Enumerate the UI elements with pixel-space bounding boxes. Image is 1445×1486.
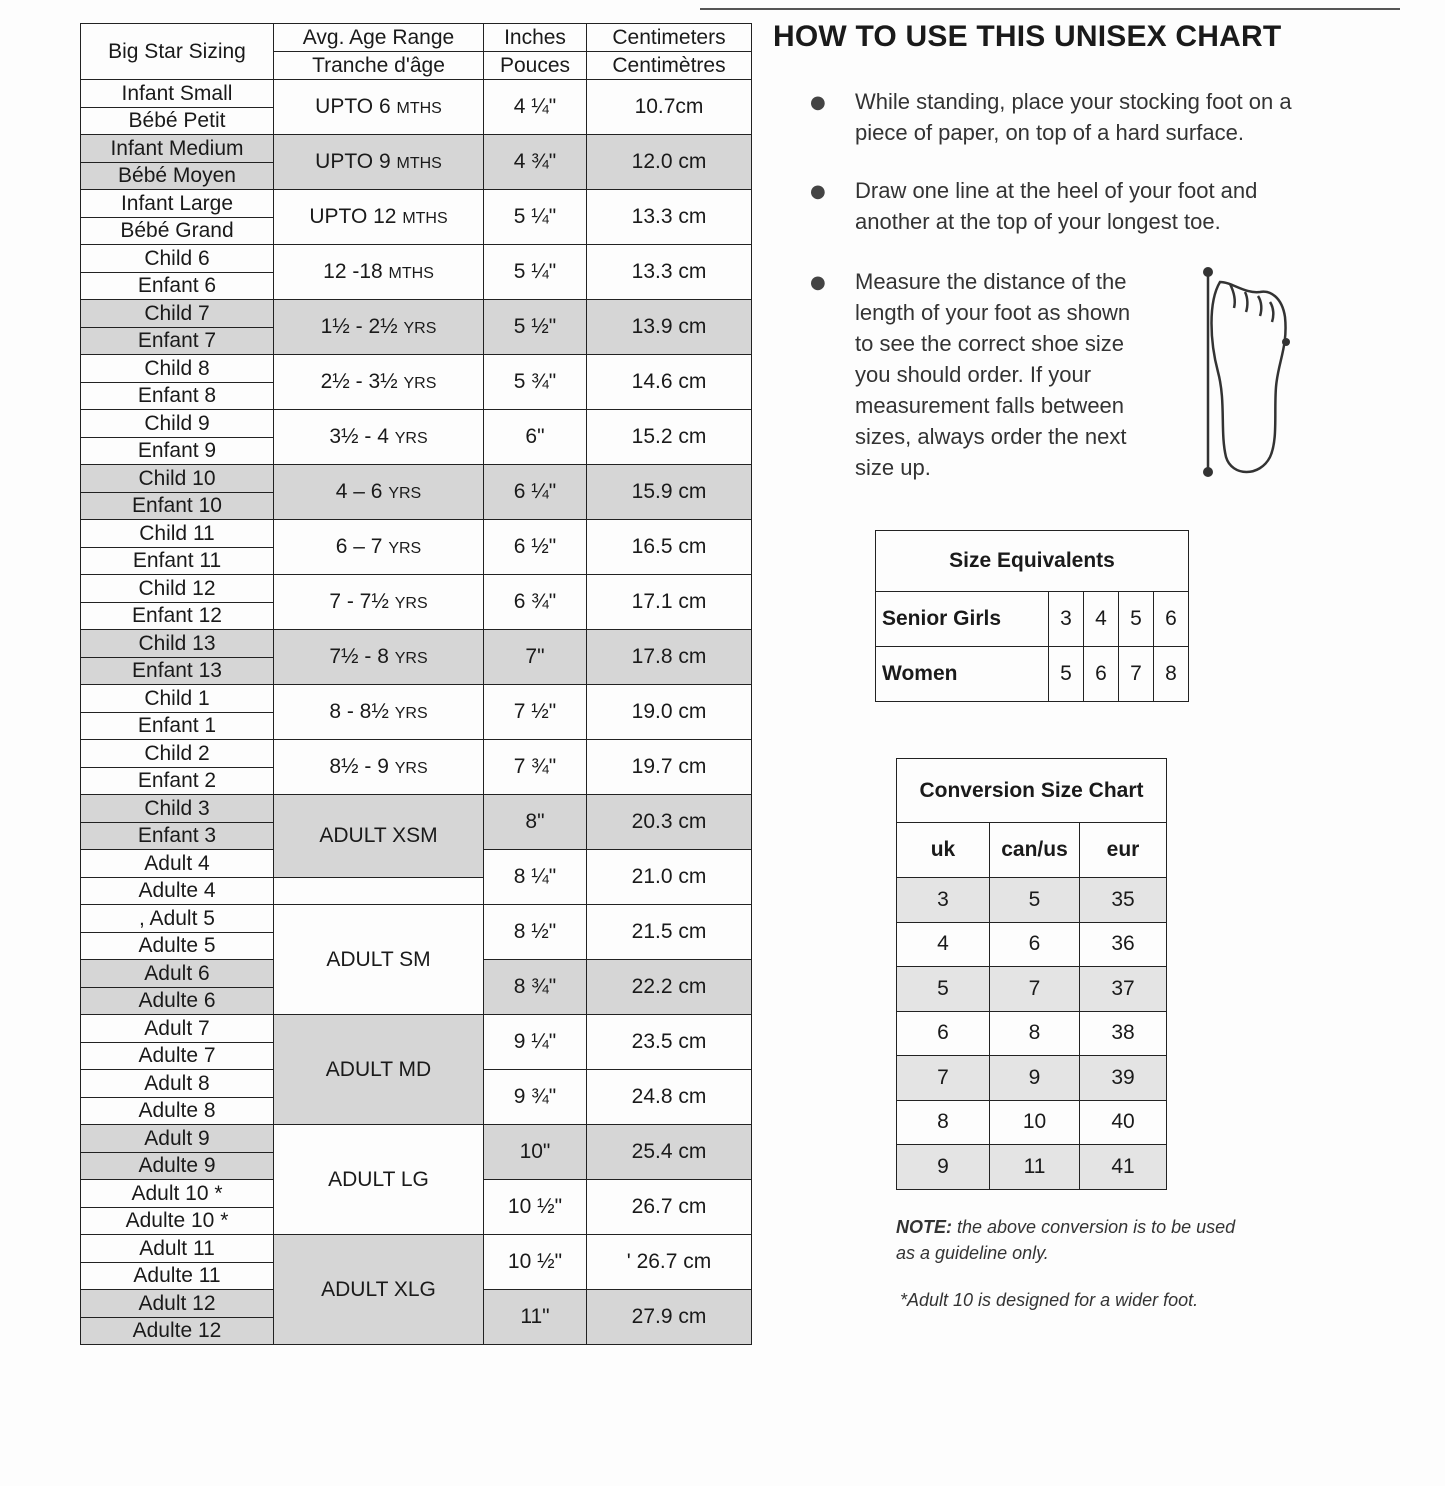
women-size: 8 <box>1154 647 1189 702</box>
size-name-en: Child 10 <box>81 465 274 493</box>
inches-value: 7 ½" <box>484 685 587 740</box>
age-unit: MTHS <box>396 100 442 117</box>
bullet-dot: ● <box>810 181 826 202</box>
age-unit: YRS <box>388 485 422 502</box>
size-name-fr: Enfant 11 <box>81 547 274 575</box>
adult-size-group: ADULT XSM <box>274 795 484 878</box>
size-name-en: Child 2 <box>81 740 274 768</box>
adult-size-group: ADULT XLG <box>274 1235 484 1345</box>
size-name-fr: Adulte 6 <box>81 987 274 1015</box>
conversion-size-chart <box>896 758 1167 1190</box>
size-name-en: Child 1 <box>81 685 274 713</box>
conversion-eur: 36 <box>1080 922 1167 967</box>
table-row <box>81 630 752 658</box>
size-name-en: Infant Medium <box>81 135 274 163</box>
instruction-3-line: measurement falls between <box>855 393 1125 418</box>
conversion-canus: 5 <box>990 878 1080 923</box>
centimeters-value: 21.0 cm <box>587 850 752 905</box>
table-row <box>81 1015 752 1043</box>
age-unit: YRS <box>394 595 428 612</box>
centimeters-value: 13.9 cm <box>587 300 752 355</box>
inches-value: 6 ¼" <box>484 465 587 520</box>
senior-size: 4 <box>1084 592 1119 647</box>
centimeters-value: 16.5 cm <box>587 520 752 575</box>
inches-value: 9 ¼" <box>484 1015 587 1070</box>
size-name-en: Adult 6 <box>81 960 274 988</box>
centimeters-value: ' 26.7 cm <box>587 1235 752 1290</box>
conversion-uk: 6 <box>897 1011 990 1056</box>
note-label: NOTE: <box>896 1217 952 1237</box>
centimeters-value: 15.2 cm <box>587 410 752 465</box>
conversion-canus: 9 <box>990 1056 1080 1101</box>
size-name-en: Infant Small <box>81 80 274 108</box>
age-value: 12 -18 <box>323 260 383 283</box>
instruction-3-line: you should order. If your <box>855 362 1092 387</box>
conversion-uk: 7 <box>897 1056 990 1101</box>
instruction-3-line: sizes, always order the next <box>855 424 1127 449</box>
size-name-fr: Adulte 10 * <box>81 1207 274 1235</box>
inches-value: 8 ¾" <box>484 960 587 1015</box>
table-row <box>897 1100 1167 1145</box>
size-name-en: Child 13 <box>81 630 274 658</box>
conversion-eur: 35 <box>1080 878 1167 923</box>
table-row <box>81 685 752 713</box>
age-value: 3½ - 4 <box>329 425 389 448</box>
centimeters-value: 15.9 cm <box>587 465 752 520</box>
age-unit: YRS <box>403 320 437 337</box>
centimeters-value: 21.5 cm <box>587 905 752 960</box>
size-name-fr: Enfant 13 <box>81 657 274 685</box>
women-size: 6 <box>1084 647 1119 702</box>
inches-value: 6 ¾" <box>484 575 587 630</box>
table-row <box>81 575 752 603</box>
size-name-fr: Adulte 8 <box>81 1097 274 1125</box>
women-size: 7 <box>1119 647 1154 702</box>
top-rule <box>700 8 1400 10</box>
header-cm-fr: Centimètres <box>587 52 752 80</box>
table-row <box>81 905 752 933</box>
centimeters-value: 19.0 cm <box>587 685 752 740</box>
size-name-en: Child 3 <box>81 795 274 823</box>
inches-value: 8 ¼" <box>484 850 587 905</box>
size-name-en: Child 9 <box>81 410 274 438</box>
instruction-2-line: Draw one line at the heel of your foot and <box>855 178 1258 203</box>
centimeters-value: 22.2 cm <box>587 960 752 1015</box>
centimeters-value: 19.7 cm <box>587 740 752 795</box>
header-inches-fr: Pouces <box>484 52 587 80</box>
inches-value: 5 ½" <box>484 300 587 355</box>
sizing-table <box>80 23 752 1345</box>
header-age-fr: Tranche d'âge <box>274 52 484 80</box>
size-name-en: Infant Large <box>81 190 274 218</box>
size-name-fr: Enfant 12 <box>81 602 274 630</box>
instruction-2-line: another at the top of your longest toe. <box>855 209 1221 234</box>
centimeters-value: 17.1 cm <box>587 575 752 630</box>
conversion-eur: 37 <box>1080 967 1167 1012</box>
conversion-eur: 39 <box>1080 1056 1167 1101</box>
age-range <box>274 740 484 795</box>
conversion-canus: 7 <box>990 967 1080 1012</box>
inches-value: 7 ¾" <box>484 740 587 795</box>
centimeters-value: 17.8 cm <box>587 630 752 685</box>
instruction-1 <box>855 86 1292 148</box>
age-range <box>274 80 484 135</box>
inches-value: 5 ¼" <box>484 190 587 245</box>
centimeters-value: 14.6 cm <box>587 355 752 410</box>
adult-size-group: ADULT MD <box>274 1015 484 1125</box>
age-range <box>274 465 484 520</box>
size-name-fr: Adulte 7 <box>81 1042 274 1070</box>
table-row <box>81 795 752 823</box>
conversion-canus: 10 <box>990 1100 1080 1145</box>
instruction-2 <box>855 175 1257 237</box>
age-range <box>274 245 484 300</box>
age-range <box>274 685 484 740</box>
instruction-1-line: piece of paper, on top of a hard surface. <box>855 120 1244 145</box>
size-name-fr: Bébé Grand <box>81 217 274 245</box>
centimeters-value: 23.5 cm <box>587 1015 752 1070</box>
inches-value: 10 ½" <box>484 1180 587 1235</box>
women-label: Women <box>876 647 1049 702</box>
inches-value: 6" <box>484 410 587 465</box>
instruction-3-line: to see the correct shoe size <box>855 331 1125 356</box>
age-value: 8 - 8½ <box>329 700 389 723</box>
age-value: 8½ - 9 <box>329 755 389 778</box>
size-name-en: Adult 8 <box>81 1070 274 1098</box>
instruction-3-line: size up. <box>855 455 931 480</box>
age-value: UPTO 6 <box>315 95 391 118</box>
senior-girls-label: Senior Girls <box>876 592 1049 647</box>
size-name-fr: Adulte 11 <box>81 1262 274 1290</box>
conversion-eur: 38 <box>1080 1011 1167 1056</box>
size-name-fr: Enfant 1 <box>81 712 274 740</box>
age-range <box>274 630 484 685</box>
size-name-fr: Bébé Moyen <box>81 162 274 190</box>
age-unit: YRS <box>394 650 428 667</box>
table-row <box>81 355 752 383</box>
age-unit: YRS <box>394 760 428 777</box>
centimeters-value: 10.7cm <box>587 80 752 135</box>
bullet-dot: ● <box>810 92 826 113</box>
size-name-fr: Enfant 6 <box>81 272 274 300</box>
chart-title: HOW TO USE THIS UNISEX CHART <box>773 20 1282 53</box>
senior-size: 5 <box>1119 592 1154 647</box>
conversion-header-uk: uk <box>897 823 990 878</box>
size-name-fr: Adulte 4 <box>81 877 274 905</box>
size-name-fr: Adulte 5 <box>81 932 274 960</box>
age-range <box>274 355 484 410</box>
conversion-header-canus: can/us <box>990 823 1080 878</box>
adult-size-group: ADULT SM <box>274 905 484 1015</box>
age-range <box>274 135 484 190</box>
conversion-canus: 6 <box>990 922 1080 967</box>
table-row <box>81 300 752 328</box>
conversion-title: Conversion Size Chart <box>897 759 1167 823</box>
conversion-eur: 40 <box>1080 1100 1167 1145</box>
age-range <box>274 190 484 245</box>
size-name-fr: Adulte 9 <box>81 1152 274 1180</box>
age-range <box>274 520 484 575</box>
note-line-2: as a guideline only. <box>896 1243 1049 1263</box>
adult-10-note: *Adult 10 is designed for a wider foot. <box>900 1290 1199 1310</box>
size-name-en: Child 6 <box>81 245 274 273</box>
table-row <box>81 190 752 218</box>
table-row <box>81 1235 752 1263</box>
age-unit: MTHS <box>388 265 434 282</box>
inches-value: 5 ¾" <box>484 355 587 410</box>
size-name-fr: Enfant 7 <box>81 327 274 355</box>
instruction-3-line: length of your foot as shown <box>855 300 1131 325</box>
conversion-uk: 3 <box>897 878 990 923</box>
age-unit: MTHS <box>396 155 442 172</box>
instruction-1-line: While standing, place your stocking foot on a <box>855 89 1292 114</box>
size-name-fr: Adulte 12 <box>81 1317 274 1345</box>
age-value: 7½ - 8 <box>329 645 389 668</box>
conversion-canus: 11 <box>990 1145 1080 1190</box>
table-row <box>81 135 752 163</box>
size-name-en: Child 7 <box>81 300 274 328</box>
header-big-star-sizing: Big Star Sizing <box>81 24 274 80</box>
age-value: UPTO 12 <box>309 205 397 228</box>
table-row <box>897 967 1167 1012</box>
age-value: 4 – 6 <box>335 480 383 503</box>
instruction-3-line: Measure the distance of the <box>855 269 1127 294</box>
header-cm-en: Centimeters <box>587 24 752 52</box>
table-row <box>81 80 752 108</box>
age-range <box>274 575 484 630</box>
conversion-eur: 41 <box>1080 1145 1167 1190</box>
conversion-canus: 8 <box>990 1011 1080 1056</box>
inches-value: 9 ¾" <box>484 1070 587 1125</box>
table-row <box>897 922 1167 967</box>
heel-marker-top <box>1203 267 1213 277</box>
centimeters-value: 24.8 cm <box>587 1070 752 1125</box>
size-name-fr: Enfant 10 <box>81 492 274 520</box>
bullet-dot: ● <box>810 272 826 293</box>
foot-outline-icon <box>1190 262 1295 482</box>
age-value: 7 - 7½ <box>329 590 389 613</box>
size-name-fr: Enfant 9 <box>81 437 274 465</box>
size-equivalents-title: Size Equivalents <box>876 531 1189 592</box>
table-row <box>897 878 1167 923</box>
inches-value: 5 ¼" <box>484 245 587 300</box>
women-size: 5 <box>1049 647 1084 702</box>
inches-value: 11" <box>484 1290 587 1345</box>
senior-size: 6 <box>1154 592 1189 647</box>
inches-value: 8" <box>484 795 587 850</box>
age-unit: YRS <box>388 540 422 557</box>
age-value: UPTO 9 <box>315 150 391 173</box>
table-row <box>81 740 752 768</box>
table-row <box>897 1011 1167 1056</box>
size-name-en: Adult 11 <box>81 1235 274 1263</box>
age-value: 2½ - 3½ <box>320 370 398 393</box>
size-name-en: Child 12 <box>81 575 274 603</box>
conversion-note <box>896 1214 1296 1266</box>
inches-value: 10" <box>484 1125 587 1180</box>
header-age-en: Avg. Age Range <box>274 24 484 52</box>
centimeters-value: 26.7 cm <box>587 1180 752 1235</box>
age-range <box>274 410 484 465</box>
inches-value: 8 ½" <box>484 905 587 960</box>
age-unit: YRS <box>403 375 437 392</box>
inches-value: 4 ¾" <box>484 135 587 190</box>
age-value: 1½ - 2½ <box>320 315 398 338</box>
inches-value: 10 ½" <box>484 1235 587 1290</box>
age-unit: YRS <box>394 430 428 447</box>
instruction-3 <box>855 266 1130 483</box>
conversion-uk: 5 <box>897 967 990 1012</box>
centimeters-value: 13.3 cm <box>587 190 752 245</box>
centimeters-value: 25.4 cm <box>587 1125 752 1180</box>
size-name-fr: Enfant 2 <box>81 767 274 795</box>
table-row <box>897 1145 1167 1190</box>
age-value: 6 – 7 <box>335 535 383 558</box>
size-name-fr: Enfant 3 <box>81 822 274 850</box>
size-name-en: Adult 10 * <box>81 1180 274 1208</box>
size-name-fr: Bébé Petit <box>81 107 274 135</box>
size-name-en: Adult 9 <box>81 1125 274 1153</box>
note-text: the above conversion is to be used <box>952 1217 1236 1237</box>
conversion-header-eur: eur <box>1080 823 1167 878</box>
size-name-en: Child 8 <box>81 355 274 383</box>
size-name-en: , Adult 5 <box>81 905 274 933</box>
inches-value: 6 ½" <box>484 520 587 575</box>
table-row <box>81 520 752 548</box>
size-equivalents-table <box>875 530 1189 702</box>
table-row <box>897 1056 1167 1101</box>
table-row <box>81 245 752 273</box>
table-row <box>81 1125 752 1153</box>
size-name-en: Adult 7 <box>81 1015 274 1043</box>
header-inches-en: Inches <box>484 24 587 52</box>
inches-value: 7" <box>484 630 587 685</box>
centimeters-value: 27.9 cm <box>587 1290 752 1345</box>
centimeters-value: 13.3 cm <box>587 245 752 300</box>
size-name-en: Child 11 <box>81 520 274 548</box>
age-unit: YRS <box>394 705 428 722</box>
conversion-uk: 9 <box>897 1145 990 1190</box>
age-range <box>274 300 484 355</box>
table-row <box>81 465 752 493</box>
conversion-uk: 4 <box>897 922 990 967</box>
toe-marker <box>1282 338 1290 346</box>
size-name-en: Adult 4 <box>81 850 274 878</box>
adult-size-group: ADULT LG <box>274 1125 484 1235</box>
conversion-uk: 8 <box>897 1100 990 1145</box>
inches-value: 4 ¼" <box>484 80 587 135</box>
size-name-fr: Enfant 8 <box>81 382 274 410</box>
heel-marker-bottom <box>1203 467 1213 477</box>
senior-size: 3 <box>1049 592 1084 647</box>
table-row <box>81 410 752 438</box>
centimeters-value: 20.3 cm <box>587 795 752 850</box>
centimeters-value: 12.0 cm <box>587 135 752 190</box>
age-unit: MTHS <box>402 210 448 227</box>
size-name-en: Adult 12 <box>81 1290 274 1318</box>
